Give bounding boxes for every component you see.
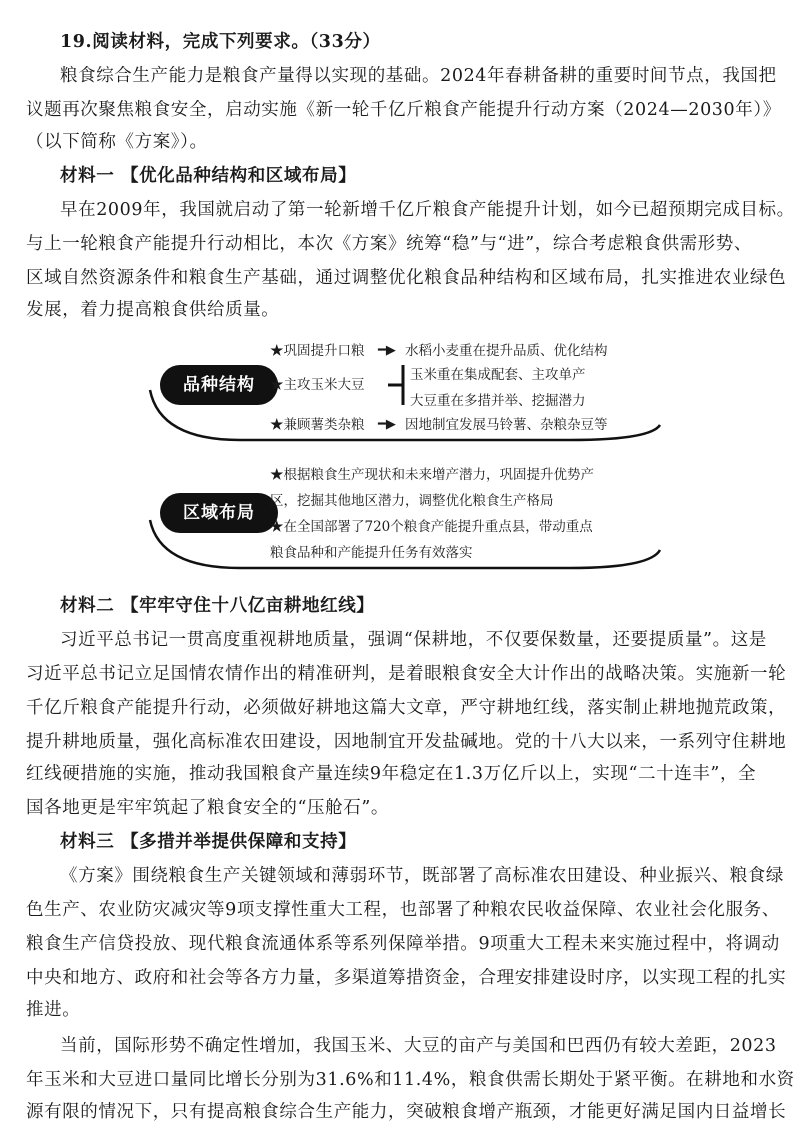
material2-title: 材料二 【牢牢守住十八亿亩耕地红线】 <box>60 596 375 616</box>
intro-line: 议题再次聚焦粮食安全，启动实施《新一轮千亿斤粮食产能提升行动方案（2024—2030年）》 <box>26 100 781 120</box>
arrow-right-icon: ━▶ <box>378 417 396 432</box>
material3-line: 中央和地方、政府和社会等各方力量，多渠道筹措资金，合理安排建设时序，以实现工程的扎实 <box>26 968 787 988</box>
material2-line: 习近平总书记一贯高度重视耕地质量，强调“保耕地，不仅要保数量，还要提质量”。这是 <box>60 630 767 650</box>
variety-item-staple-result: 水稻小麦重在提升品质、优化结构 <box>405 343 608 359</box>
region-line: ★在全国部署了720个粮食产能提升重点县，带动重点 <box>270 519 593 535</box>
material2-line: 国各地更是牢牢筑起了粮食安全的“压舱石”。 <box>26 798 389 818</box>
variety-structure-label: 品种结构 <box>160 365 278 405</box>
variety-item-corn-result: 玉米重在集成配套、主攻单产 <box>410 367 586 383</box>
material1-title: 材料一 【优化品种结构和区域布局】 <box>60 166 357 186</box>
intro-line: （以下简称《方案》）。 <box>26 132 208 152</box>
arrow-right-icon: ━▶ <box>378 343 396 358</box>
intro-line: 粮食综合生产能力是粮食产量得以实现的基础。2024年春耕备耕的重要时间节点，我国把 <box>60 66 777 86</box>
closing-line: 年玉米和大豆进口量同比增长分别为31.6%和11.4%，粮食供需长期处于紧平衡。在耕地和水资 <box>26 1070 795 1090</box>
material2-line: 千亿斤粮食产能提升行动，必须做好耕地这篇大文章，严守耕地红线，落实制止耕地抛荒政策， <box>26 698 787 718</box>
variety-item-staple: ★巩固提升口粮 <box>270 343 365 359</box>
variety-item-tubers-result: 因地制宜发展马铃薯、杂粮杂豆等 <box>405 417 608 433</box>
region-line: 区，挖掘其他地区潜力，调整优化粮食生产格局 <box>270 493 554 509</box>
material2-line: 习近平总书记立足国情农情作出的精准研判，是着眼粮食安全大计作出的战略决策。实施新一轮 <box>26 664 787 684</box>
material1-line: 发展，着力提高粮食供给质量。 <box>26 300 280 320</box>
question-heading: 19.阅读材料，完成下列要求。（33分） <box>60 32 381 52</box>
closing-line: 源有限的情况下，只有提高粮食综合生产能力，突破粮食增产瓶颈，才能更好满足国内日益增长 <box>26 1102 787 1122</box>
variety-item-corn-soy: ★主攻玉米大豆 <box>270 377 365 393</box>
material1-line: 区域自然资源条件和粮食生产基础，通过调整优化粮食品种结构和区域布局，扎实推进农业绿色 <box>26 268 787 288</box>
material3-line: 《方案》围绕粮食生产关键领域和薄弱环节，既部署了高标准农田建设、种业振兴、粮食绿 <box>60 866 784 886</box>
material3-title: 材料三 【多措并举提供保障和支持】 <box>60 832 357 852</box>
variety-item-tubers: ★兼顾薯类杂粮 <box>270 417 365 433</box>
material2-line: 红线硬措施的实施，推动我国粮食产量连续9年稳定在1.3万亿斤以上，实现“二十连丰”，全 <box>26 764 757 784</box>
material1-line: 与上一轮粮食产能提升行动相比，本次《方案》统筹“稳”与“进”，综合考虑粮食供需形势、 <box>26 234 752 254</box>
material3-line: 粮食生产信贷投放、现代粮食流通体系等系列保障举措。9项重大工程未来实施过程中，将调动 <box>26 934 780 954</box>
material1-line: 早在2009年，我国就启动了第一轮新增千亿斤粮食产能提升计划，如今已超预期完成目标。 <box>60 200 795 220</box>
region-line: 粮食品种和产能提升任务有效落实 <box>270 545 473 561</box>
material2-line: 提升耕地质量，强化高标准农田建设，因地制宜开发盐碱地。党的十八大以来，一系列守住耕地 <box>26 732 787 752</box>
material3-line: 色生产、农业防灾减灾等9项支撑性重大工程，也部署了种粮农民收益保障、农业社会化服务、 <box>26 900 780 920</box>
material3-line: 推进。 <box>26 1000 81 1020</box>
structure-diagram <box>130 330 670 570</box>
closing-line: 当前，国际形势不确定性增加，我国玉米、大豆的亩产与美国和巴西仍有较大差距，2023 <box>60 1036 777 1056</box>
region-line: ★根据粮食生产现状和未来增产潜力，巩固提升优势产 <box>270 467 594 483</box>
region-layout-label: 区域布局 <box>160 493 278 533</box>
variety-item-soy-result: 大豆重在多措并举、挖掘潜力 <box>410 393 586 409</box>
